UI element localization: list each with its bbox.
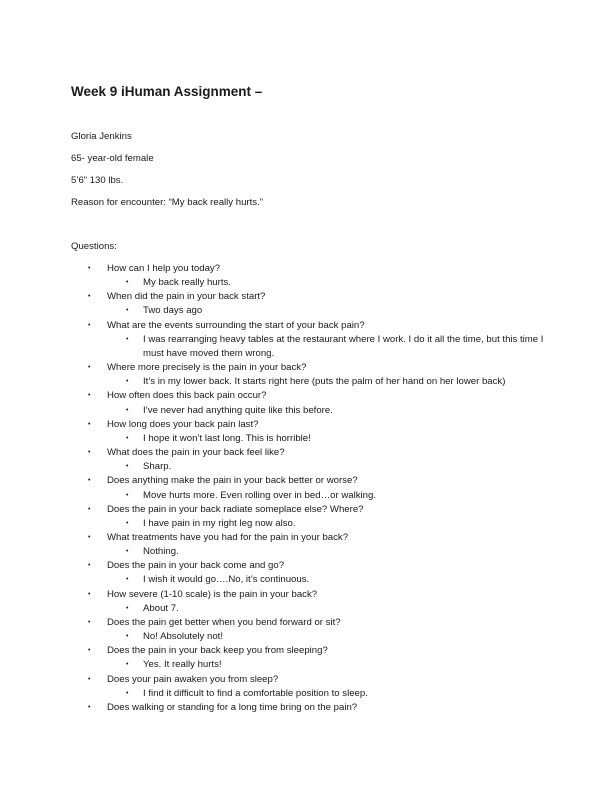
question-item bbox=[88, 559, 558, 587]
answer-list bbox=[107, 630, 558, 644]
question-item bbox=[88, 418, 558, 446]
question-text: How severe (1-10 scale) is the pain in your back? bbox=[107, 588, 318, 600]
questions-list bbox=[88, 262, 558, 715]
question-text: Does the pain in your back radiate someplace else? Where? bbox=[107, 503, 364, 515]
answer-text: • I hope it won’t last long. This is horrible! bbox=[126, 432, 558, 446]
question-item bbox=[88, 673, 558, 701]
reason-for-encounter: Reason for encounter: “My back really hurts.” bbox=[71, 197, 263, 208]
answer-text: • My back really hurts. bbox=[126, 276, 558, 290]
answer-list bbox=[107, 658, 558, 672]
question-text: Does the pain get better when you bend forward or sit? bbox=[107, 616, 341, 628]
answer-text: • I wish it would go….No, it’s continuous. bbox=[126, 573, 558, 587]
answer-list bbox=[107, 489, 558, 503]
answer-text: • Move hurts more. Even rolling over in bed…or walking. bbox=[126, 489, 558, 503]
answer-text: • I find it difficult to find a comfortable position to sleep. bbox=[126, 687, 558, 701]
answer-text: • About 7. bbox=[126, 602, 558, 616]
question-item bbox=[88, 262, 558, 290]
question-text: What does the pain in your back feel like? bbox=[107, 447, 285, 459]
answer-list bbox=[107, 573, 558, 587]
question-text: When did the pain in your back start? bbox=[107, 291, 266, 303]
question-item bbox=[88, 503, 558, 531]
question-item bbox=[88, 644, 558, 672]
patient-height-weight: 5’6” 130 lbs. bbox=[71, 175, 124, 186]
question-text: Does walking or standing for a long time bring on the pain? bbox=[107, 701, 358, 713]
answer-list bbox=[107, 432, 558, 446]
question-item bbox=[88, 588, 558, 616]
questions-label: Questions: bbox=[71, 241, 117, 252]
answer-text: • It’s in my lower back. It starts right here (puts the palm of her hand on her lower back) bbox=[126, 375, 558, 389]
answer-list bbox=[107, 276, 558, 290]
answer-list bbox=[107, 687, 558, 701]
question-text: Does the pain in your back keep you from sleeping? bbox=[107, 645, 328, 657]
patient-age-sex: 65- year-old female bbox=[71, 153, 154, 164]
question-item bbox=[88, 319, 558, 361]
answer-list bbox=[107, 460, 558, 474]
question-item bbox=[88, 389, 558, 417]
question-text: Where more precisely is the pain in your back? bbox=[107, 362, 307, 374]
question-item bbox=[88, 290, 558, 318]
question-text: What treatments have you had for the pain in your back? bbox=[107, 531, 349, 543]
answer-text: • I’ve never had anything quite like this before. bbox=[126, 404, 558, 418]
question-item bbox=[88, 616, 558, 644]
patient-name: Gloria Jenkins bbox=[71, 131, 132, 142]
question-item bbox=[88, 531, 558, 559]
question-text: What are the events surrounding the start of your back pain? bbox=[107, 319, 365, 331]
question-text: Does the pain in your back come and go? bbox=[107, 560, 285, 572]
answer-text: • Sharp. bbox=[126, 460, 558, 474]
answer-text: • I was rearranging heavy tables at the restaurant where I work. I do it all the time, but this time I must have moved them wrong. bbox=[126, 333, 558, 361]
question-item bbox=[88, 361, 558, 389]
question-item bbox=[88, 446, 558, 474]
question-item bbox=[88, 474, 558, 502]
answer-list bbox=[107, 304, 558, 318]
answer-list bbox=[107, 545, 558, 559]
answer-list bbox=[107, 333, 558, 361]
answer-text: • No! Absolutely not! bbox=[126, 630, 558, 644]
question-text: How often does this back pain occur? bbox=[107, 390, 267, 402]
answer-list bbox=[107, 517, 558, 531]
answer-text: • Nothing. bbox=[126, 545, 558, 559]
patient-info bbox=[71, 130, 263, 218]
question-text: How long does your back pain last? bbox=[107, 418, 259, 430]
answer-list bbox=[107, 404, 558, 418]
answer-list bbox=[107, 602, 558, 616]
answer-text: • Yes. It really hurts! bbox=[126, 658, 558, 672]
answer-text: • I have pain in my right leg now also. bbox=[126, 517, 558, 531]
answer-text: • Two days ago bbox=[126, 304, 558, 318]
question-text: How can I help you today? bbox=[107, 263, 221, 274]
document-title: Week 9 iHuman Assignment – bbox=[71, 84, 263, 99]
question-text: Does anything make the pain in your back better or worse? bbox=[107, 475, 358, 487]
question-item bbox=[88, 701, 558, 715]
answer-list bbox=[107, 375, 558, 389]
question-text: Does your pain awaken you from sleep? bbox=[107, 673, 279, 685]
